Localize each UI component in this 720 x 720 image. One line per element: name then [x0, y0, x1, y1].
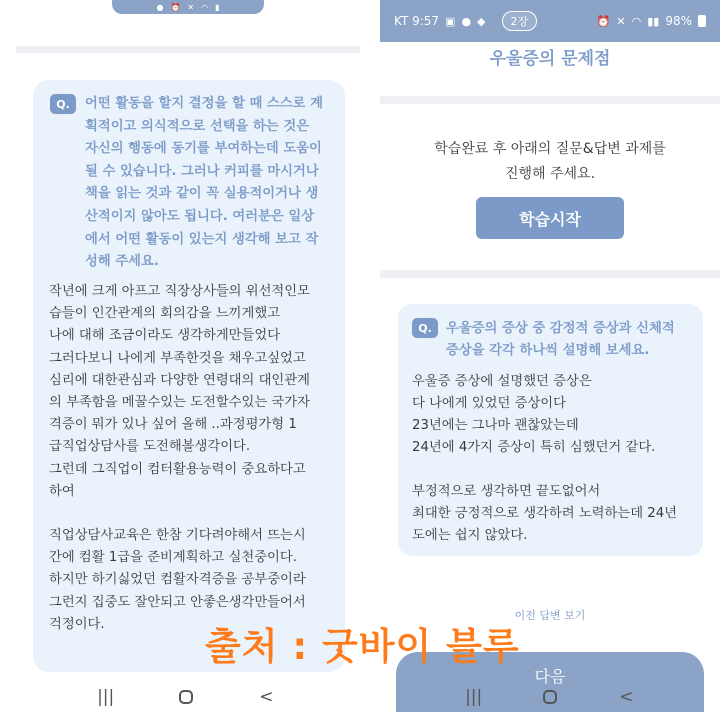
recent-apps-icon[interactable]: |||	[97, 687, 115, 707]
answer-line: 직업상담사교육은 한참 기다려야해서 뜨는시	[49, 528, 306, 544]
answer-line: 나에 대해 조금이라도 생각하게만들었다	[49, 328, 281, 344]
answer-line: 그런지 집중도 잘안되고 안좋은생각만들어서	[49, 594, 306, 610]
alarm-icon: ⏰	[170, 2, 181, 12]
wifi-icon: ◠	[201, 2, 209, 12]
app-icon: ◆	[477, 14, 486, 28]
alarm-icon: ⏰	[596, 14, 611, 28]
section-divider	[16, 46, 360, 53]
answer-line: 작년에 크게 아프고 직장상사들의 위선적인모	[49, 284, 310, 299]
answer-line: 다 나에게 있었던 증상이다	[412, 396, 566, 411]
question-line: 성해 주세요.	[85, 254, 159, 270]
question-badge: Q.	[412, 318, 438, 338]
question-line: 획적이고 의식적으로 선택을 하는 것은	[85, 118, 310, 134]
previous-answer-link[interactable]: 이전 답변 보기	[514, 609, 586, 622]
status-left	[394, 11, 537, 31]
answer-blank-line	[412, 459, 702, 481]
answer-line: 하지만 하기싫었던 컴활자격증을 공부중이라	[49, 572, 306, 588]
study-notice	[380, 137, 720, 187]
section-divider	[380, 96, 720, 104]
notification-icon: ●	[156, 2, 164, 12]
question-line: 산적이지 않아도 됩니다. 여러분은 일상	[85, 208, 315, 224]
answer-line: 하여	[49, 483, 75, 499]
right-screenshot	[380, 0, 720, 720]
answer-line: 23년에는 그나마 괜찮았는데	[412, 418, 579, 433]
gallery-icon: ▣	[445, 14, 456, 28]
signal-icon: ▮	[215, 2, 220, 12]
answer-line: 심리에 대한관심과 다양한 연령대의 대인관계	[49, 372, 310, 388]
answer-line: 그러다보니 나에게 부족한것을 채우고싶었고	[49, 350, 306, 366]
back-icon[interactable]: <	[259, 687, 274, 707]
mute-icon: ✕	[616, 14, 626, 28]
answer-line: 최대한 긍정적으로 생각하려 노력하는데 24년	[412, 506, 678, 521]
source-watermark: 출처 : 굿바이 블루	[205, 625, 520, 668]
lesson-title: 우울증의 문제점	[489, 49, 611, 69]
battery-percent: 98%	[665, 14, 692, 28]
question-text	[446, 318, 696, 362]
question-line: 책을 읽는 것과 같이 꼭 실용적이거나 생	[85, 186, 319, 202]
answer-line: 부정적으로 생각하면 끝도없어서	[412, 484, 601, 499]
left-status-bar	[112, 0, 264, 14]
page-indicator: 2장	[502, 11, 538, 31]
recent-apps-icon[interactable]: |||	[465, 687, 483, 707]
next-button[interactable]: 다음	[396, 652, 704, 712]
question-badge: Q.	[50, 94, 76, 114]
question-line: 우울증의 증상 중 감정적 증상과 신체적	[446, 321, 675, 336]
notification-icon: ●	[461, 14, 472, 28]
question-line: 어떤 활동을 할지 결정을 할 때 스스로 계	[85, 96, 323, 111]
section-divider	[380, 270, 720, 278]
question-line: 될 수 있습니다. 그러나 커피를 마시거나	[85, 163, 319, 179]
status-bar	[380, 0, 720, 42]
question-line: 에서 어떤 활동이 있는지 생각해 보고 작	[85, 231, 319, 247]
answer-text	[412, 371, 702, 547]
answer-line: 걱정이다.	[49, 616, 105, 632]
answer-line: 그런데 그직업이 컴터활용능력이 중요하다고	[49, 461, 306, 477]
answer-line: 우울증 증상에 설명했던 증상은	[412, 374, 592, 389]
status-right	[597, 14, 706, 28]
question-line: 자신의 행동에 동기를 부여하는데 도움이	[85, 141, 322, 157]
left-nav-bar	[0, 674, 372, 720]
answer-line: 습들이 인간관계의 회의감을 느끼게했고	[49, 306, 281, 322]
answer-blank-line	[49, 503, 349, 525]
back-icon[interactable]: <	[619, 687, 634, 707]
answer-line: 24년에 4가지 증상이 특히 심했던거 같다.	[412, 440, 656, 455]
answer-line: 간에 컴활 1급을 준비계획하고 실천중이다.	[49, 550, 297, 566]
notice-line: 학습완료 후 아래의 질문&답변 과제를	[434, 141, 666, 157]
right-nav-bar	[380, 674, 720, 720]
mute-icon: ✕	[187, 2, 195, 12]
answer-line: 급직업상담사를 도전해볼생각이다.	[49, 439, 251, 455]
start-study-button[interactable]: 학습시작	[476, 197, 624, 239]
question-line: 증상을 각각 하나씩 설명해 보세요.	[446, 343, 650, 358]
signal-icon: ▮▮	[647, 14, 660, 28]
home-icon[interactable]	[543, 690, 557, 704]
answer-line: 격증이 뭐가 있나 싶어 올해 ..과정평가형 1	[49, 417, 297, 433]
answer-line: 도에는 쉽지 않았다.	[412, 528, 528, 543]
carrier-time: KT 9:57	[394, 14, 440, 28]
notice-line: 진행해 주세요.	[504, 166, 596, 182]
home-icon[interactable]	[179, 690, 193, 704]
wifi-icon: ◠	[631, 14, 642, 28]
question-text	[85, 93, 347, 274]
answer-line: 의 부족함을 메꿀수있는 도전할수있는 국가자	[49, 395, 310, 411]
answer-text	[49, 281, 349, 636]
battery-icon	[698, 15, 706, 27]
